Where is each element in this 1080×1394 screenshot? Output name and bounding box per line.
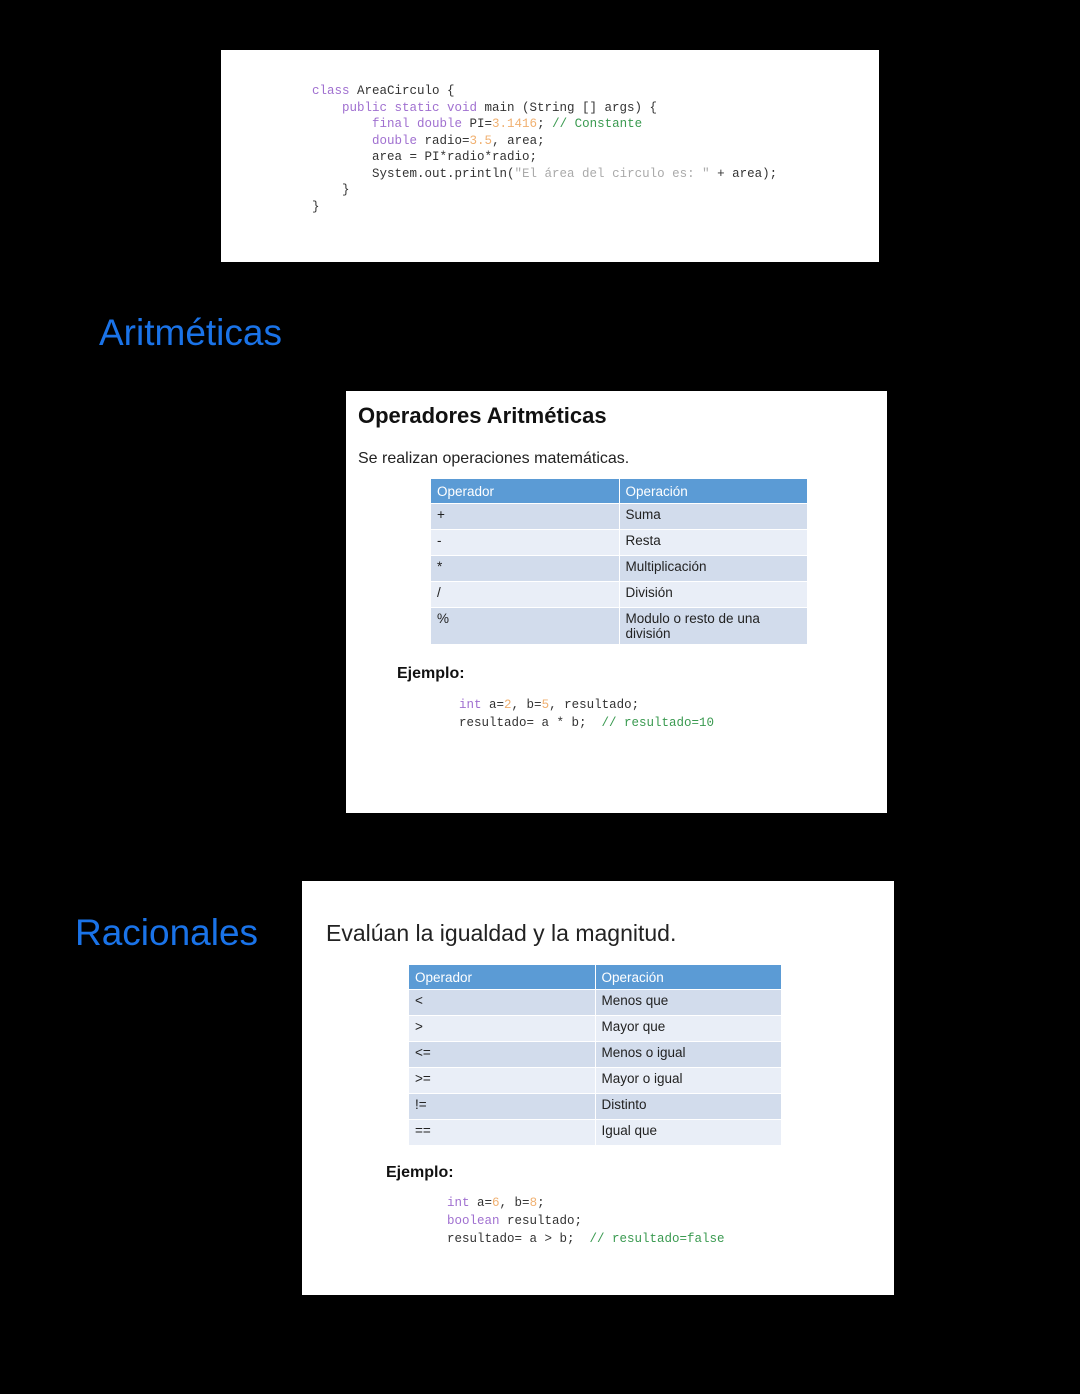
table-cell: * — [431, 556, 620, 582]
arith-table — [430, 478, 808, 645]
code-line — [447, 1194, 725, 1212]
code-line — [312, 116, 777, 133]
code-token: 3.5 — [469, 133, 493, 148]
table-row — [431, 608, 808, 645]
code-line — [312, 149, 777, 166]
code-token: 5 — [541, 698, 550, 712]
code-token: class — [312, 84, 358, 98]
table-cell: != — [409, 1094, 596, 1120]
column-header: Operación — [619, 479, 808, 504]
heading-racionales: Racionales — [75, 912, 259, 953]
code-token: radio= — [424, 133, 470, 148]
table-cell: % — [431, 608, 620, 645]
code-token: , b= — [511, 698, 542, 712]
table-row — [409, 990, 782, 1016]
code-token: resultado= a > b; — [447, 1232, 590, 1246]
code-token: int — [459, 698, 490, 712]
code-token: + area); — [709, 166, 778, 181]
example-label: Ejemplo: — [386, 1164, 454, 1181]
code-token: 2 — [504, 698, 512, 712]
code-token: System.out.println( — [312, 166, 515, 181]
table-cell: Suma — [619, 504, 808, 530]
code-token: main (String [] args) { — [484, 100, 658, 115]
code-line — [312, 182, 777, 199]
table-cell: - — [431, 530, 620, 556]
table-cell: <= — [409, 1042, 596, 1068]
code-token: // resultado=false — [589, 1232, 725, 1246]
code-token: ; — [537, 1196, 545, 1210]
rel-table — [408, 964, 782, 1146]
table-row — [431, 582, 808, 608]
table-row — [409, 1042, 782, 1068]
table-cell: Modulo o resto de una división — [619, 608, 808, 645]
code-line — [312, 100, 777, 117]
code-line — [459, 714, 714, 732]
code-token: a= — [489, 698, 505, 712]
table-row — [431, 504, 808, 530]
code-token: int — [447, 1196, 478, 1210]
table-cell: >= — [409, 1068, 596, 1094]
column-header: Operador — [409, 965, 596, 990]
code-token: , resultado; — [549, 698, 640, 712]
code-token: // Constante — [552, 117, 643, 131]
code-token: 8 — [529, 1196, 538, 1210]
code-token: 3.1416 — [492, 117, 538, 131]
code-line — [447, 1230, 725, 1248]
table-cell: > — [409, 1016, 596, 1042]
table-cell: / — [431, 582, 620, 608]
table-cell: + — [431, 504, 620, 530]
table-row — [409, 1094, 782, 1120]
code-token: // resultado=10 — [601, 716, 715, 730]
table-header — [431, 479, 808, 504]
code-token: PI= — [469, 117, 493, 131]
table-cell: == — [409, 1120, 596, 1146]
table-cell: Mayor o igual — [595, 1068, 782, 1094]
table-cell: Menos que — [595, 990, 782, 1016]
code-line — [312, 133, 777, 150]
table-cell: Menos o igual — [595, 1042, 782, 1068]
table-header — [409, 965, 782, 990]
code-token: resultado; — [507, 1214, 583, 1228]
table-row — [409, 1068, 782, 1094]
column-header: Operador — [431, 479, 620, 504]
code-block — [312, 83, 777, 215]
code-token: public static void — [312, 100, 485, 115]
table-cell: < — [409, 990, 596, 1016]
code-token: AreaCirculo { — [357, 84, 455, 98]
code-token: 6 — [492, 1196, 500, 1210]
code-token: ; — [537, 117, 553, 131]
column-header: Operación — [595, 965, 782, 990]
table-row — [409, 1120, 782, 1146]
example-label: Ejemplo: — [397, 665, 465, 682]
code-line — [447, 1212, 725, 1230]
table-row — [431, 556, 808, 582]
example-code — [447, 1194, 725, 1248]
code-token: boolean — [447, 1214, 508, 1228]
table-cell: División — [619, 582, 808, 608]
code-token: "El área del circulo es: " — [514, 166, 710, 181]
table-cell: Multiplicación — [619, 556, 808, 582]
code-line — [312, 83, 777, 100]
code-token: } — [312, 183, 350, 197]
code-token: double — [312, 133, 425, 148]
table-cell: Igual que — [595, 1120, 782, 1146]
arith-slide — [346, 391, 887, 813]
table-cell: Resta — [619, 530, 808, 556]
example-code — [459, 696, 714, 732]
code-line — [312, 166, 777, 183]
slide-title: Operadores Aritméticas — [358, 403, 607, 428]
code-token: , b= — [499, 1196, 530, 1210]
code-line — [459, 696, 714, 714]
table-row — [431, 530, 808, 556]
code-line — [312, 199, 777, 216]
heading-aritmeticas: Aritméticas — [99, 312, 282, 353]
table-row — [409, 1016, 782, 1042]
code-panel — [221, 50, 879, 262]
code-token: area = PI*radio*radio; — [312, 150, 538, 164]
slide-subtitle: Evalúan la igualdad y la magnitud. — [326, 920, 677, 946]
code-token: final double — [312, 117, 470, 131]
table-cell: Distinto — [595, 1094, 782, 1120]
slide-subtitle: Se realizan operaciones matemáticas. — [358, 450, 630, 467]
code-token: , area; — [492, 133, 545, 148]
table-cell: Mayor que — [595, 1016, 782, 1042]
code-token: resultado= a * b; — [459, 716, 602, 730]
code-token: a= — [477, 1196, 493, 1210]
rel-slide — [302, 881, 894, 1295]
code-token: } — [312, 199, 320, 214]
